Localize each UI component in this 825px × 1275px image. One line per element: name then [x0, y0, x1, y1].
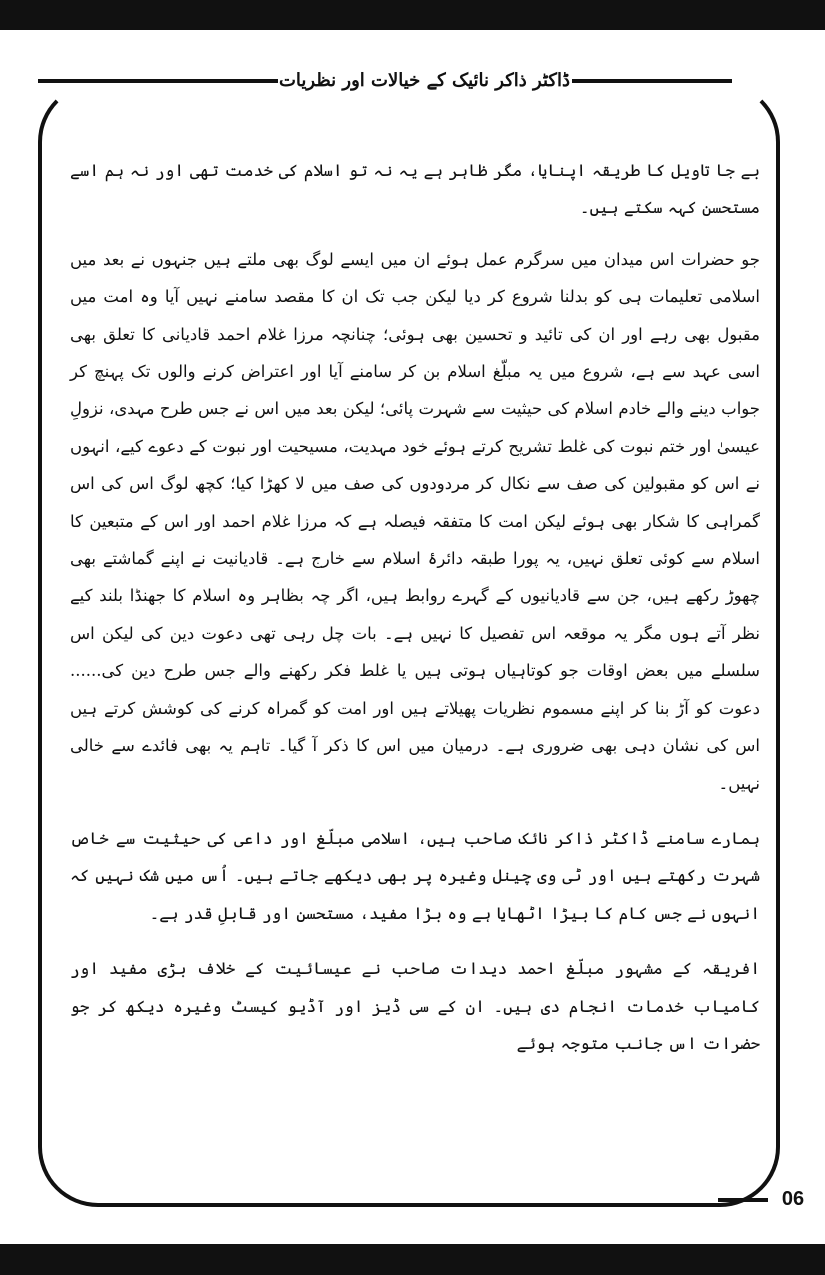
footer-rule	[718, 1198, 768, 1202]
top-scan-band	[0, 0, 825, 30]
paragraph-4: افریقہ کے مشہور مبلّغ احمد دیدات صاحب نے عیسائیت کے خلاف بڑی مفید اور کامیاب خدمات انجام دی ہیں۔ ان کے سی ڈیز اور آڈیو کیسٹ وغیرہ دیکھ کر جو حضرات اس جانب متوجہ ہوئے	[70, 959, 760, 1053]
header-rule-left	[38, 79, 278, 83]
running-header-title: ڈاکٹر ذاکر نائیک کے خیالات اور نظریات	[278, 70, 570, 91]
page-number: 06	[781, 1188, 805, 1210]
header-rule-right	[572, 79, 732, 83]
paragraph-1: بے جا تاویل کا طریقہ اپنایا، مگر ظاہر ہے یہ نہ تو اسلام کی خدمت تھی اور نہ ہم اسے مستحسن کہہ سکتے ہیں۔	[70, 161, 760, 218]
page-body	[70, 152, 760, 1080]
bottom-scan-band	[0, 1244, 825, 1275]
paragraph-2: جو حضرات اس میدان میں سرگرم عمل ہوئے ان میں ایسے لوگ بھی ملتے ہیں جنہوں نے بعد میں اسلامی تعلیمات ہی کو بدلنا شروع کر دیا لیکن جب تک ان کا مقصد سامنے نہیں آیا وہ امت میں مقبول بھی رہے اور ان کی تائید و تحسین بھی ہوئی؛ چنانچہ مرزا غلام احمد قادیانی کا تعلق بھی اسی عہد سے ہے، شروع میں یہ مبلّغ اسلام بن کر سامنے آیا اور اعتراض کرنے والوں تک پہنچ کر جواب دینے والے خادم اسلام کی حیثیت سے شہرت پائی؛ لیکن بعد میں اس نے جس طرح مہدی، نزولِ عیسیٰ اور ختم نبوت کی غلط تشریح کرتے ہوئے خود مہدیت، مسیحیت اور نبوت کے دعوے کیے، انہوں نے اس کو مقبولین کی صف سے نکال کر مردودوں کی صف میں لا کھڑا کیا؛ کچھ لوگ اس کی اس گمراہی کا شکار بھی ہوئے لیکن امت کا متفقہ فیصلہ ہے کہ مرزا غلام احمد اور اس کے متبعین کا اسلام سے کوئی تعلق نہیں، یہ پورا طبقہ دائرۂ اسلام سے خارج ہے۔ قادیانیت نے اپنے گماشتے بھی چھوڑ رکھے ہیں، جن سے قادیانیوں کے گہرے روابط ہیں، اگر چہ بظاہر وہ اسلام کا جھنڈا بلند کیے نظر آتے ہوں مگر یہ موقعہ اس تفصیل کا نہیں ہے۔ بات چل رہی تھی دعوت دین کی لیکن اس سلسلے میں بعض اوقات جو کوتاہیاں ہوتی ہیں یا غلط فکر رکھنے والے جس طرح دین کی...... دعوت کو آڑ بنا کر اپنے مسموم نظریات پھیلاتے ہیں اور امت کو گمراہ کرنے کی کوشش کرتے ہیں اس کی نشان دہی بھی ضروری ہے۔ درمیان میں اس کا ذکر آ گیا۔ تاہم یہ بھی فائدے سے خالی نہیں۔	[70, 249, 760, 793]
paragraph-3: ہمارے سامنے ڈاکٹر ذاکر نائک صاحب ہیں، اسلامی مبلّغ اور داعی کی حیثیت سے خاص شہرت رکھتے ہیں اور ٹی وی چینل وغیرہ پر بھی دیکھے جاتے ہیں۔ اُس میں شک نہیں کہ انہوں نے جس کام کا بیڑا اٹھایا ہے وہ بڑا مفید، مستحسن اور قابلِ قدر ہے۔	[70, 828, 760, 923]
